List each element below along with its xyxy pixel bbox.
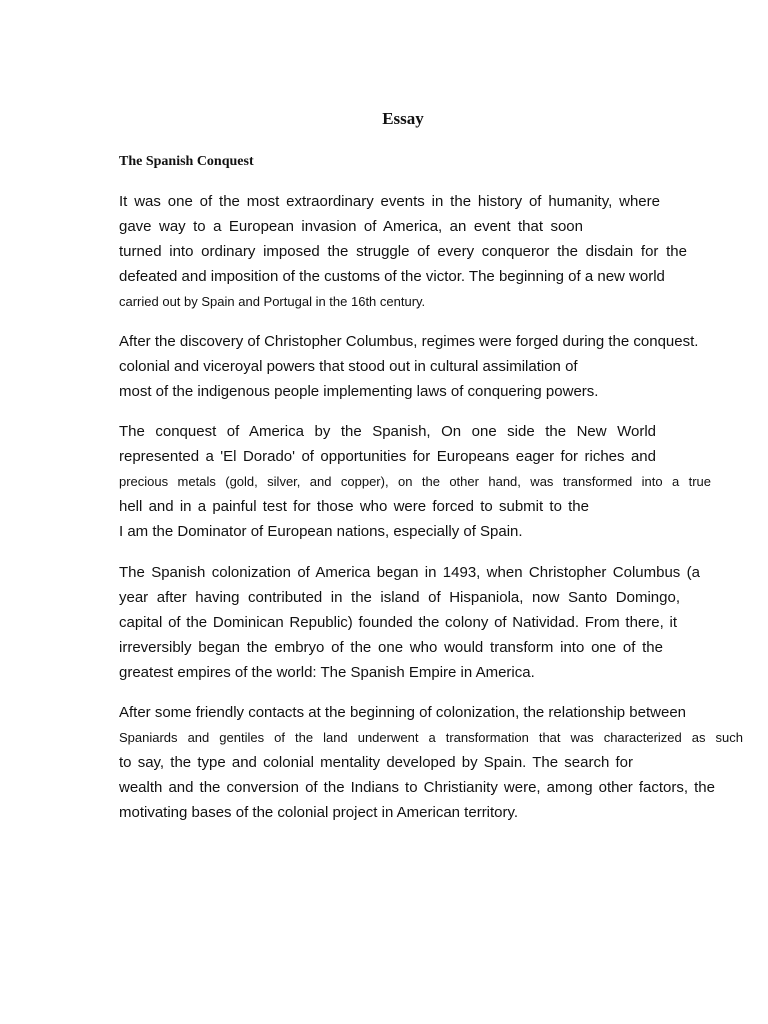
paragraph-line: colonial and viceroyal powers that stood out in cultural assimilation of bbox=[119, 358, 578, 375]
paragraph-line: irreversibly began the embryo of the one who would transform into one of the bbox=[119, 639, 663, 656]
paragraph-line: defeated and imposition of the customs of the victor. The beginning of a new world bbox=[119, 268, 665, 285]
paragraph-line: represented a 'El Dorado' of opportunities for Europeans eager for riches and bbox=[119, 448, 656, 465]
paragraph-line: After some friendly contacts at the beginning of colonization, the relationship between bbox=[119, 704, 687, 721]
paragraph-line: After the discovery of Christopher Columbus, regimes were forged during the conquest. bbox=[119, 333, 699, 350]
paragraph-line: hell and in a painful test for those who were forced to submit to the bbox=[119, 498, 589, 515]
paragraph-1 bbox=[119, 189, 687, 314]
paragraph-2 bbox=[119, 329, 698, 404]
paragraph-line: The Spanish colonization of America began in 1493, when Christopher Columbus (a bbox=[119, 564, 700, 581]
paragraph-line: It was one of the most extraordinary events in the history of humanity, where bbox=[119, 193, 660, 210]
paragraph-line: carried out by Spain and Portugal in the 16th century. bbox=[119, 294, 426, 309]
paragraph-line: capital of the Dominican Republic) founded the colony of Natividad. From there, it bbox=[119, 614, 677, 631]
paragraph-line: year after having contributed in the island of Hispaniola, now Santo Domingo, bbox=[119, 589, 680, 606]
paragraph-line: I am the Dominator of European nations, especially of Spain. bbox=[119, 523, 523, 540]
paragraph-line: greatest empires of the world: The Spanish Empire in America. bbox=[119, 664, 535, 681]
section-heading: The Spanish Conquest bbox=[119, 154, 254, 169]
paragraph-line: Spaniards and gentiles of the land underwent a transformation that was characterized as such bbox=[119, 730, 743, 745]
paragraph-3 bbox=[119, 419, 711, 544]
paragraph-4 bbox=[119, 560, 700, 685]
document-title: Essay bbox=[382, 109, 424, 128]
paragraph-line: most of the indigenous people implementing laws of conquering powers. bbox=[119, 383, 599, 400]
paragraph-line: motivating bases of the colonial project in American territory. bbox=[119, 804, 519, 821]
paragraph-line: turned into ordinary imposed the struggle of every conqueror the disdain for the bbox=[119, 243, 687, 260]
paragraph-line: wealth and the conversion of the Indians to Christianity were, among other factors, the bbox=[119, 779, 715, 796]
paragraph-line: to say, the type and colonial mentality developed by Spain. The search for bbox=[119, 754, 633, 771]
paragraph-5 bbox=[119, 700, 743, 825]
paragraph-line: The conquest of America by the Spanish, On one side the New World bbox=[119, 423, 656, 440]
paragraph-line: gave way to a European invasion of America, an event that soon bbox=[119, 218, 583, 235]
paragraph-line: precious metals (gold, silver, and copper), on the other hand, was transformed into a true bbox=[119, 474, 711, 489]
